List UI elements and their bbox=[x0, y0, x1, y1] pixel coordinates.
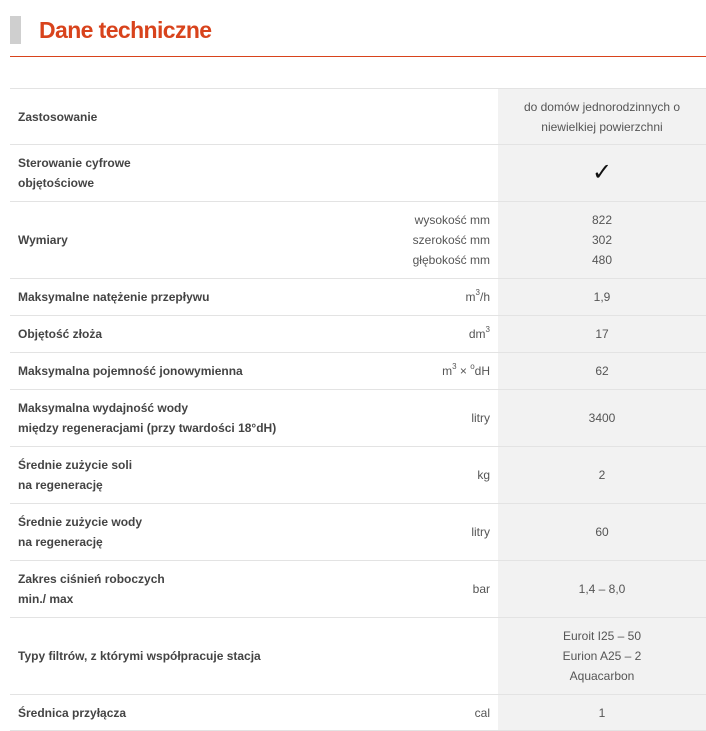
spec-row-salt-usage bbox=[10, 447, 706, 504]
spec-row-max-flow bbox=[10, 279, 706, 316]
unit-suffix: /h bbox=[479, 290, 490, 304]
spec-row-pressure-range bbox=[10, 561, 706, 618]
label-line: Sterowanie cyfrowe bbox=[18, 156, 131, 170]
label-line: na regenerację bbox=[18, 535, 103, 549]
spec-row-ion-capacity bbox=[10, 353, 706, 390]
label-line: Maksymalne natężenie przepływu bbox=[18, 290, 210, 304]
unit-line: kg bbox=[477, 468, 490, 482]
value-line: 17 bbox=[595, 327, 609, 341]
row-unit bbox=[328, 145, 498, 202]
row-value bbox=[498, 447, 706, 504]
row-label bbox=[10, 202, 328, 279]
row-unit bbox=[328, 89, 498, 145]
value-line: do domów jednorodzinnych o bbox=[523, 99, 681, 114]
spec-row-connection-diameter bbox=[10, 695, 706, 731]
unit-base: m bbox=[442, 364, 453, 378]
spec-row-filter-types bbox=[10, 618, 706, 695]
row-label bbox=[10, 316, 328, 353]
value-line: Aquacarbon bbox=[569, 669, 635, 683]
row-unit bbox=[328, 695, 498, 731]
row-value bbox=[498, 145, 706, 202]
spec-row-max-water-output bbox=[10, 390, 706, 447]
row-value bbox=[498, 353, 706, 390]
row-unit bbox=[328, 504, 498, 561]
value-line: niewielkiej powierzchni bbox=[541, 119, 663, 134]
value-line: 1,4 – 8,0 bbox=[578, 582, 626, 596]
unit-line: cal bbox=[474, 705, 490, 720]
row-unit bbox=[328, 618, 498, 695]
value-line: 60 bbox=[595, 525, 609, 539]
value-line: Eurion A25 – 2 bbox=[562, 649, 642, 663]
unit-superscript: 3 bbox=[475, 288, 480, 297]
row-label bbox=[10, 504, 328, 561]
row-label bbox=[10, 695, 328, 731]
label-line: min./ max bbox=[18, 592, 74, 606]
row-value bbox=[498, 89, 706, 145]
value-line: 822 bbox=[591, 213, 613, 227]
header-divider bbox=[10, 56, 706, 57]
label-line: Typy filtrów, z którymi współpracuje stacja bbox=[18, 649, 261, 663]
unit-degree: o bbox=[470, 362, 475, 371]
label-line: Objętość złoża bbox=[18, 327, 103, 341]
label-line: między regeneracjami (przy twardości 18°dH) bbox=[18, 421, 277, 435]
spec-row-digital-control bbox=[10, 145, 706, 202]
value-line: 2 bbox=[598, 468, 606, 482]
section-header bbox=[10, 16, 706, 44]
row-value bbox=[498, 695, 706, 731]
spec-row-application bbox=[10, 89, 706, 145]
row-unit bbox=[328, 316, 498, 353]
row-unit bbox=[328, 561, 498, 618]
value-line: 3400 bbox=[588, 411, 616, 425]
row-value bbox=[498, 390, 706, 447]
row-value bbox=[498, 561, 706, 618]
label-line: Średnie zużycie wody bbox=[18, 515, 143, 529]
checkmark-icon: ✓ bbox=[591, 158, 613, 186]
row-unit bbox=[328, 353, 498, 390]
header-accent-bar bbox=[10, 16, 21, 44]
row-value bbox=[498, 202, 706, 279]
unit-line: szerokość mm bbox=[412, 233, 490, 247]
unit-base: m bbox=[465, 290, 476, 304]
value-line: Euroit I25 – 50 bbox=[562, 629, 642, 643]
row-value bbox=[498, 618, 706, 695]
unit-line: litry bbox=[471, 525, 490, 539]
row-label bbox=[10, 279, 328, 316]
row-label bbox=[10, 145, 328, 202]
value-line: 480 bbox=[591, 253, 613, 267]
label-line: na regenerację bbox=[18, 478, 103, 492]
row-value bbox=[498, 316, 706, 353]
row-label bbox=[10, 390, 328, 447]
row-label bbox=[10, 89, 328, 145]
row-unit bbox=[328, 202, 498, 279]
page-title: Dane techniczne bbox=[39, 17, 212, 43]
unit-line: głębokość mm bbox=[412, 253, 490, 267]
value-line: 1,9 bbox=[593, 290, 611, 304]
unit-superscript: 3 bbox=[452, 362, 457, 371]
row-label bbox=[10, 618, 328, 695]
row-unit bbox=[328, 447, 498, 504]
spec-row-water-usage bbox=[10, 504, 706, 561]
unit-line: litry bbox=[471, 411, 490, 425]
unit-line: bar bbox=[472, 582, 490, 596]
unit-superscript: 3 bbox=[485, 325, 490, 334]
label-line: Wymiary bbox=[18, 233, 68, 247]
row-unit bbox=[328, 279, 498, 316]
spec-row-dimensions bbox=[10, 202, 706, 279]
label-line: Zastosowanie bbox=[18, 109, 98, 124]
row-label bbox=[10, 353, 328, 390]
unit-multiply: × bbox=[456, 364, 471, 378]
unit-suffix: dH bbox=[474, 364, 490, 378]
row-value bbox=[498, 504, 706, 561]
label-line: Zakres ciśnień roboczych bbox=[18, 572, 165, 586]
label-line: Maksymalna wydajność wody bbox=[18, 401, 189, 415]
label-line: Średnie zużycie soli bbox=[18, 458, 133, 472]
unit-base: dm bbox=[468, 327, 486, 341]
row-label bbox=[10, 561, 328, 618]
value-line: 302 bbox=[591, 233, 613, 247]
label-line: Średnica przyłącza bbox=[18, 705, 127, 720]
row-label bbox=[10, 447, 328, 504]
row-value bbox=[498, 279, 706, 316]
unit-line: wysokość mm bbox=[414, 213, 490, 227]
value-line: 62 bbox=[595, 364, 609, 378]
spec-row-bed-volume bbox=[10, 316, 706, 353]
label-line: objętościowe bbox=[18, 176, 95, 190]
label-line: Maksymalna pojemność jonowymienna bbox=[18, 364, 243, 378]
spec-table bbox=[10, 88, 706, 731]
row-unit bbox=[328, 390, 498, 447]
value-line: 1 bbox=[598, 705, 606, 720]
